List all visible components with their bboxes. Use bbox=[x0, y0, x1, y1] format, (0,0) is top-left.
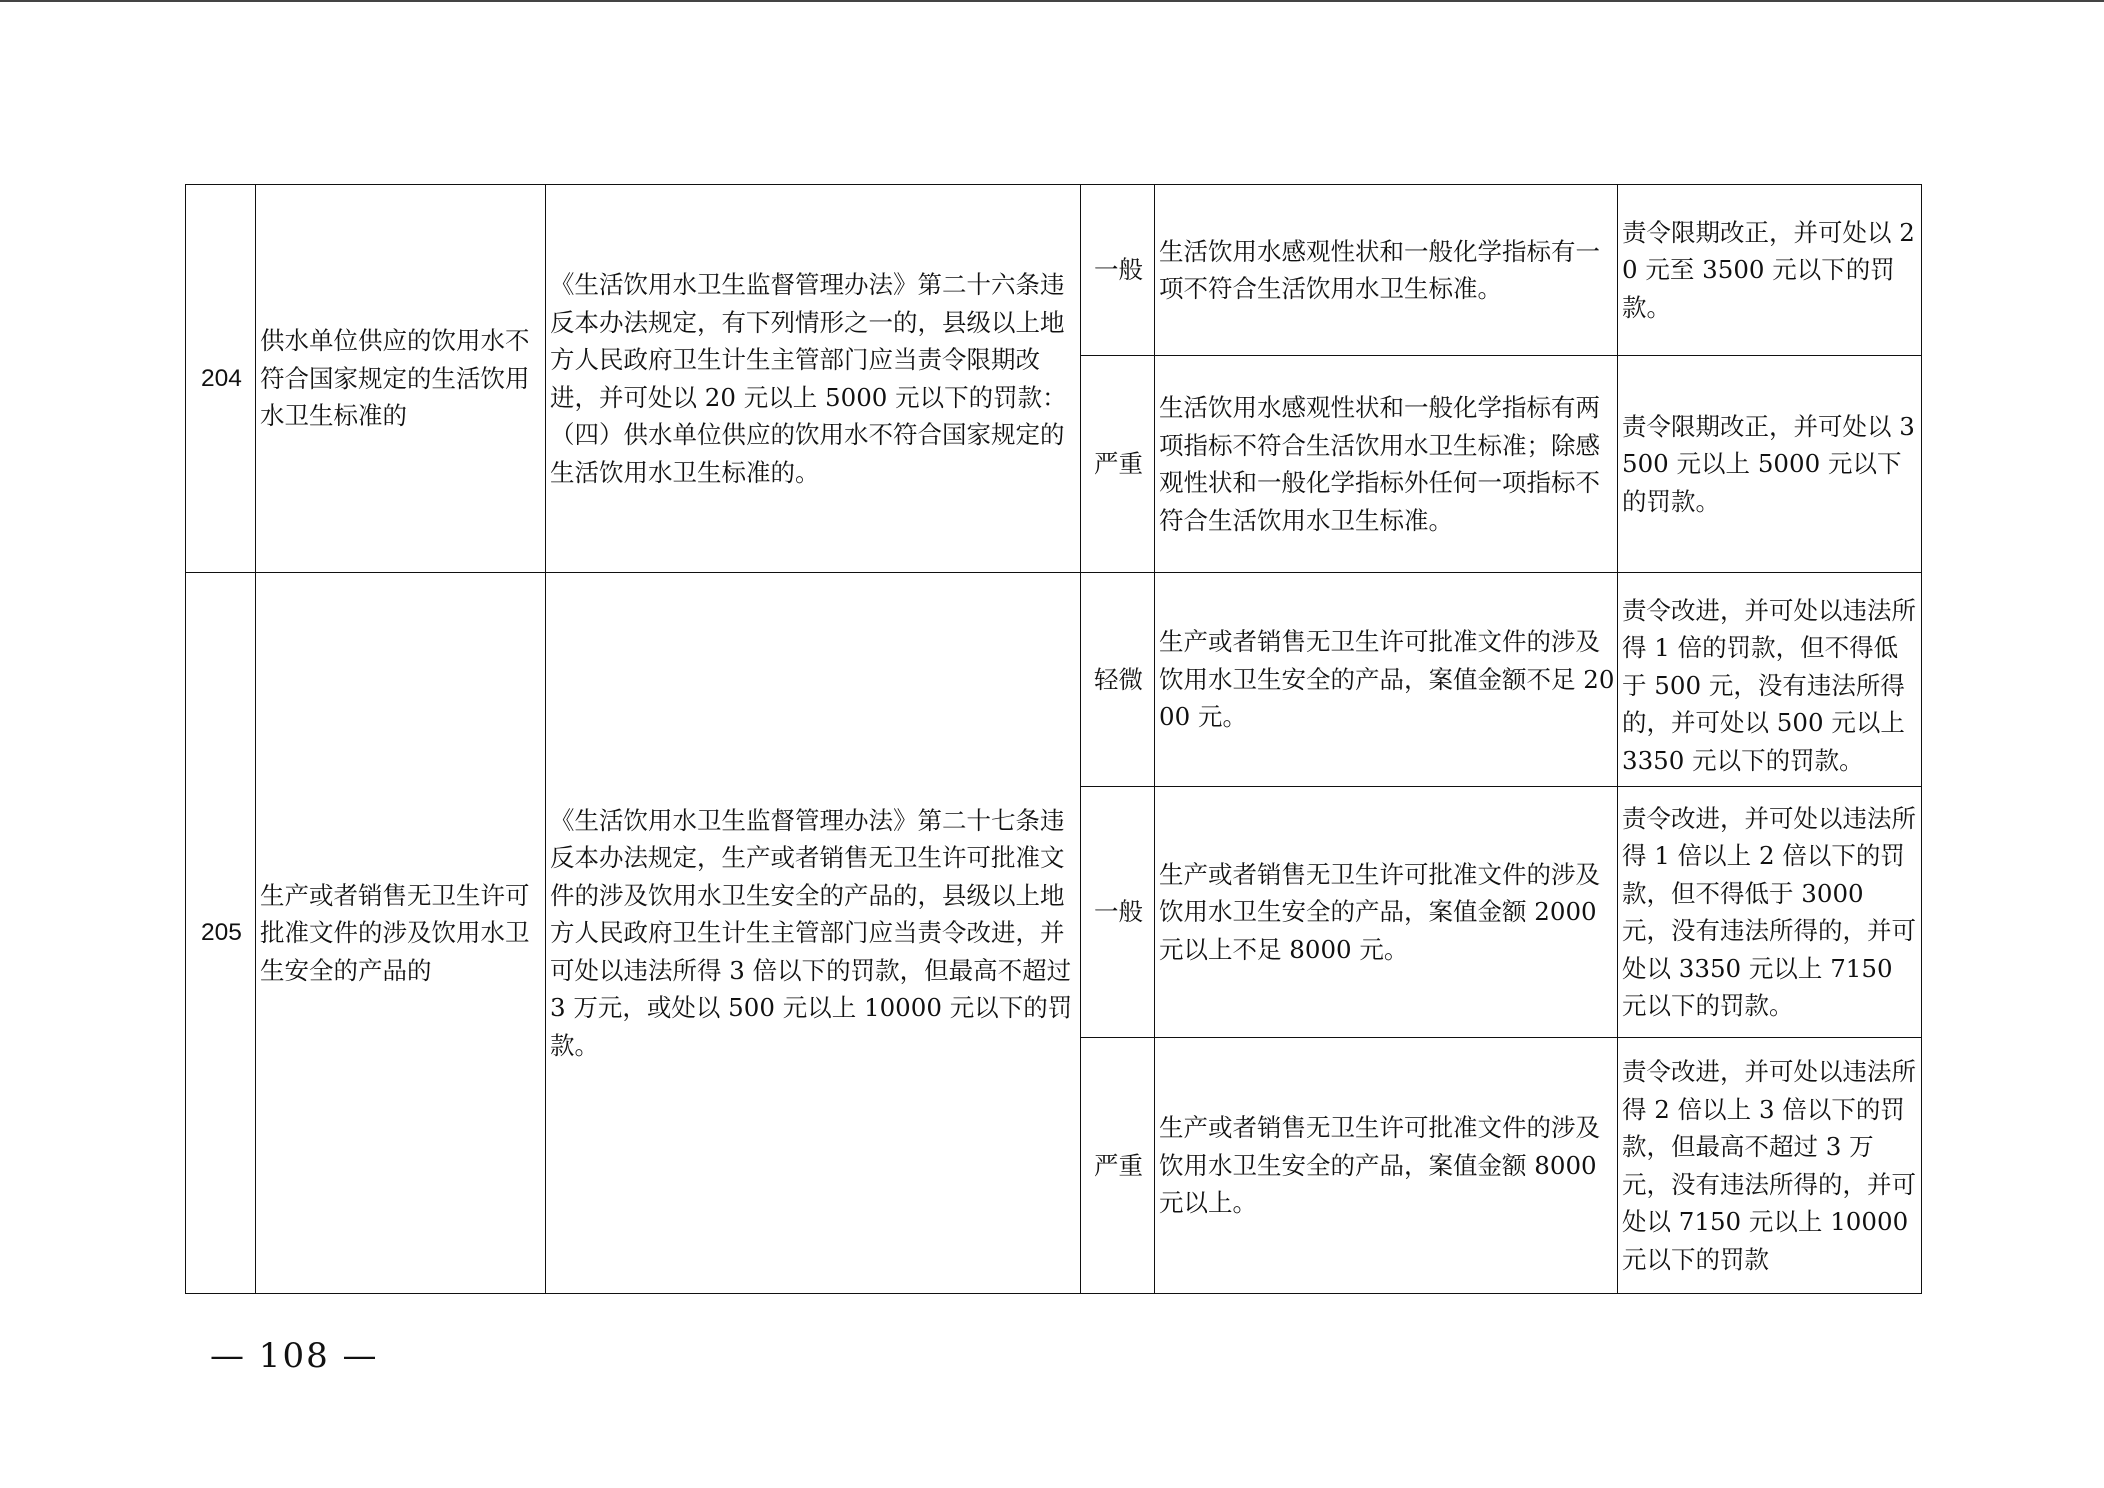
violation-cell: 生产或者销售无卫生许可批准文件的涉及饮用水卫生安全的产品的 bbox=[256, 573, 546, 1294]
penalty-table bbox=[185, 184, 1922, 1294]
circumstance-cell: 生产或者销售无卫生许可批准文件的涉及饮用水卫生安全的产品，案值金额 8000 元以上。 bbox=[1155, 1038, 1618, 1294]
row-number: 205 bbox=[186, 573, 256, 1294]
severity-level-cell: 轻微 bbox=[1081, 573, 1155, 787]
severity-level-cell: 一般 bbox=[1081, 185, 1155, 356]
penalty-cell: 责令改进，并可处以违法所得 1 倍以上 2 倍以下的罚款，但不得低于 3000 元，没有违法所得的，并可处以 3350 元以上 7150 元以下的罚款。 bbox=[1618, 787, 1922, 1038]
penalty-cell: 责令限期改正，并可处以 3500 元以上 5000 元以下的罚款。 bbox=[1618, 356, 1922, 573]
severity-level-cell: 严重 bbox=[1081, 356, 1155, 573]
severity-level-cell: 严重 bbox=[1081, 1038, 1155, 1294]
circumstance-cell: 生产或者销售无卫生许可批准文件的涉及饮用水卫生安全的产品，案值金额不足 2000 元。 bbox=[1155, 573, 1618, 787]
table-row bbox=[186, 185, 1922, 356]
page-number: — 108 — bbox=[210, 1336, 379, 1376]
violation-cell: 供水单位供应的饮用水不符合国家规定的生活饮用水卫生标准的 bbox=[256, 185, 546, 573]
penalty-cell: 责令改进，并可处以违法所得 2 倍以上 3 倍以下的罚款，但最高不超过 3 万元，没有违法所得的，并可处以 7150 元以上 10000 元以下的罚款 bbox=[1618, 1038, 1922, 1294]
table-row bbox=[186, 573, 1922, 787]
severity-level-cell: 一般 bbox=[1081, 787, 1155, 1038]
circumstance-cell: 生产或者销售无卫生许可批准文件的涉及饮用水卫生安全的产品，案值金额 2000 元以上不足 8000 元。 bbox=[1155, 787, 1618, 1038]
legal-basis-cell: 《生活饮用水卫生监督管理办法》第二十六条违反本办法规定，有下列情形之一的，县级以上地方人民政府卫生计生主管部门应当责令限期改进，并可处以 20 元以上 5000 元以下的罚款：（四）供水单位供应的饮用水不符合国家规定的生活饮用水卫生标准的。 bbox=[546, 185, 1081, 573]
penalty-cell: 责令改进，并可处以违法所得 1 倍的罚款，但不得低于 500 元，没有违法所得的，并可处以 500 元以上 3350 元以下的罚款。 bbox=[1618, 573, 1922, 787]
page-top-rule bbox=[0, 0, 2104, 2]
circumstance-cell: 生活饮用水感观性状和一般化学指标有一项不符合生活饮用水卫生标准。 bbox=[1155, 185, 1618, 356]
legal-basis-cell: 《生活饮用水卫生监督管理办法》第二十七条违反本办法规定，生产或者销售无卫生许可批准文件的涉及饮用水卫生安全的产品的，县级以上地方人民政府卫生计生主管部门应当责令改进，并可处以违法所得 3 倍以下的罚款，但最高不超过 3 万元，或处以 500 元以上 10000 元以下的罚款。 bbox=[546, 573, 1081, 1294]
circumstance-cell: 生活饮用水感观性状和一般化学指标有两项指标不符合生活饮用水卫生标准；除感观性状和一般化学指标外任何一项指标不符合生活饮用水卫生标准。 bbox=[1155, 356, 1618, 573]
penalty-cell: 责令限期改正，并可处以 20 元至 3500 元以下的罚款。 bbox=[1618, 185, 1922, 356]
row-number: 204 bbox=[186, 185, 256, 573]
